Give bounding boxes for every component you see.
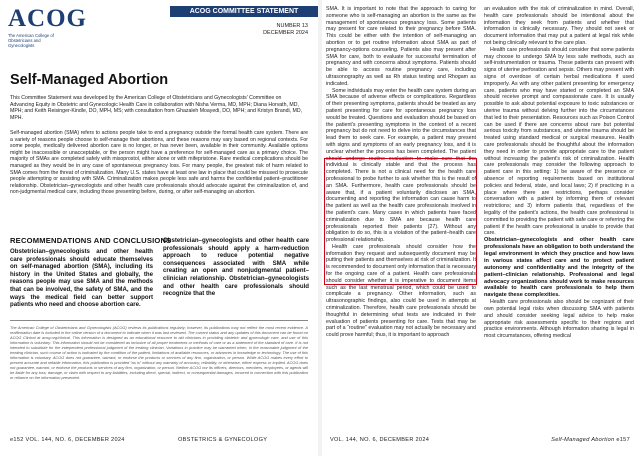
paragraph: an evaluation with the risk of criminalization in mind. Overall, health care professionals should be intentional about the information they seek from patients and whether that information is clinically necessary. They should not seek or document information that may put a patient at legal risk while not being clinically relevant to the care plan. [484, 6, 634, 46]
recommendation-1: Obstetrician–gynecologists and other health care professionals should educate themselves on self-managed abortion (SMA), including its history in the United States and globally, the reasons people may use SMA and the methods that can be involved, the safety of SMA, and the ways the medical field can better support patients who need and choose abortion care. [10, 248, 153, 309]
highlight-box [324, 158, 477, 285]
footer-page-number: e152 [10, 437, 24, 443]
issue-date: DECEMBER 2024 [263, 30, 308, 36]
paragraph: Health care professionals also should be cognizant of their own potential legal risks when discussing SMA with patients and should consider seeking legal advice to help make appropriate risk assessments specific to their regions and practice environments. Although information sharing is legal in most circumstances, offering medical [484, 299, 634, 340]
byline: This Committee Statement was developed by the American College of Obstetricians and Gynecologists' Committee on Advancing Equity in Obstetric and Gynecologic Health Care in collaboration with Nisha Verma, MD, MPH; Diana Horvath, MD, MPH; and Keith Reisinger-Kindle, DO, MPH, MS; with consultation from Ghazaleh Moayedi, DO, MPH; and Kristyn Brandi, MD, MPH. [10, 95, 303, 121]
footer-volume: VOL. 144, NO. 6, DECEMBER 2024 [25, 437, 125, 443]
issue-number: NUMBER 13 [276, 23, 308, 29]
footer-page-number: e157 [616, 437, 630, 443]
recommendations-heading: RECOMMENDATIONS AND CONCLUSIONS [10, 236, 172, 245]
bold-recommendation: Obstetrician–gynecologists and other health care professionals have an obligation to both understand the legal environment in which they practice and how laws in various states affect care and to protect patient autonomy and confidentiality and the integrity of the patient–clinician relationship. Professional and legal advocacy organizations should work to make resources available to health care professionals to help them navigate these complexities. [484, 237, 634, 299]
recommendation-2: Obstetrician–gynecologists and other health care professionals should apply a harm-reduction approach to reduce potential negative consequences associated with SMA while creating an open and nonjudgmental patient–clinician relationship. Obstetrician–gynecologists and other health care professionals should recognize that the [163, 237, 309, 298]
right-page [322, 0, 640, 456]
logo-wordmark: ACOG [8, 5, 87, 32]
committee-statement-banner: ACOG COMMITTEE STATEMENT [170, 6, 318, 17]
left-page [0, 0, 318, 456]
logo-subtitle: The American College of Obstetricians and Gynecologists [8, 33, 54, 48]
footer-right-volume: VOL. 144, NO. 6, DECEMBER 2024 [330, 437, 430, 443]
right-column-b [484, 6, 634, 340]
abstract: Self-managed abortion (SMA) refers to actions people take to end a pregnancy outside the formal health care system. There are a variety of reasons people choose to self-manage their abortions, and these reasons may vary based on regional contexts. For some people, medically delivered abortion care is no longer, or has never been, available in their community. Available options might be inaccessible or unacceptable, or the person might have a preference for self-managed care as a primary choice. The majority of SMAs are completed safely with misoprostol, either alone or with mifepristone. Rare medical complications should be managed as they would be in any case of spontaneous pregnancy loss. For many people, the greatest risk of harm related to SMA comes from the threat of criminalization. Many U.S. states have at least one law in place that could be misused to prosecute people attempting or assisting with SMA. Criminalization makes people less safe and harms the confidential patient–practitioner relationship. Obstetrician–gynecologists and other health care professionals should advocate against the criminalization of, and non-judgmental medical care, including those presenting before, during, or after self-managing an abortion. [10, 130, 308, 196]
footer-journal: OBSTETRICS & GYNECOLOGY [178, 437, 268, 443]
footer-right-title-page [551, 437, 630, 443]
footer-running-title: Self-Managed Abortion [551, 437, 615, 443]
page-title: Self-Managed Abortion [10, 72, 169, 88]
highlighted-paragraph: Some individuals may enter the health care system during an SMA because of adverse effects or complications. Regardless of their presenting symptoms, patients should be treated as any patient presenting for care for spontaneous pregnancy loss would be treated. Questions and evaluation should be based on the patient's presenting symptoms in the context of a recent pregnancy but do not need to delve into the circumstances that lead them to seek care. For example, a patient may present with signs and symptoms of an early pregnancy loss, and it is unclear whether the process has been completed. The patient should undergo routine evaluation to make sure that the individual is clinically stable and that the process has completed. There is not a clinical need for the health care professional to probe further to ask whether this is the result of an SMA. Furthermore, health care professionals should be aware that, if a patient voluntarily discloses an SMA, documenting and reporting the information can cause harm to the patient as well as the health care professionals involved in the patient's care. Many cases in which patients have faced criminalization due to SMA are because health care professionals reported their patients (27). Without any obligation to do so, this is a violation of the patient–health care professional relationship. [326, 87, 476, 244]
paragraph: Health care professionals should consider that some patients may choose to undergo SMA by less safe methods, such as self-instrumentation or trauma. These patients can present with signs of uterine perforation and sepsis. Others may present with signs of overdose of certain herbal medications if used improperly. As with any other patient presenting for emergency care, patients who may have started or completed an SMA should receive prompt and compassionate care. It is usually possible to ask about potential exposure to toxic substances or uterine trauma without delving further into the circumstances that led to their presentation. Resources such as Poison Control can be used if there are concerns about rare but potential serious toxicity from substances, and uterine trauma should be treated using standard medical or surgical measures. Health care professionals should be thoughtful about the information they need in order to provide appropriate care to the patient without increasing the patient's risk of criminalization. Health care professionals may consider the following approach to patient care in this setting: 1) be aware of the presence or absence of reporting requirements based on institutional policies and federal, state, and local laws; 2) if practicing in a place where there are restrictions, perhaps consider conversation with a patient by informing them of relevant restrictions; and 3) inform patients that, regardless of the legality of the patient's actions, the health care professional is committed to providing the patient with safe care or referring the patient if the health care professional is unable to provide that care. [484, 46, 634, 237]
footer-left-page-vol [10, 437, 125, 443]
divider [10, 320, 308, 321]
acog-logo [8, 6, 100, 46]
disclaimer: The American College of Obstetricians and Gynecologists (ACOG) reviews its publications regularly; however, its publications may not reflect the most recent evidence. A reaffirmation date is included in the online version of a document to indicate when it was last reviewed. The current status and any updates of this document can be found on ACOG Clinical at acog.org/clinical. This information is designed as an educational resource to aid clinicians in providing obstetric and gynecologic care, and use of this information is voluntary. This information should not be considered as inclusive of all proper treatments or methods of care or as a statement of the standard of care. It is not intended to substitute for the independent professional judgment of the treating clinician. Variations in practice may be warranted when, in the reasonable judgment of the treating clinician, such course of action is indicated by the condition of the patient, limitations of available resources, or advances in knowledge or technology. The use of this information is voluntary. ACOG does not guarantee, warrant, or endorse the products or services of any firm, organization, or person. While ACOG makes every effort to present accurate and reliable information, this publication is provided “as is” without any warranty of accuracy, reliability, or otherwise, either express or implied. ACOG does not guarantee, warrant, or endorse the products or services of any firm, organization, or person. Neither ACOG nor its officers, directors, members, employees, or agents will be liable for any loss, damage, or claim with respect to any liabilities, including direct, special, indirect, or consequential damages, incurred in connection with this publication or reliance on the information presented. [10, 325, 308, 380]
paragraph: SMA. It is important to note that the approach to caring for someone who is self-managing an abortion is the same as the management of spontaneous pregnancy loss. Some patients may present for care related to their pregnancy before SMA. This could be either with the intention of self-managing an abortion or to get routine information about SMA as part of pregnancy-options counseling. Patients also may present after SMA for care, both to evaluate for successful termination of pregnancy and with concerns about symptoms. Patients should be able to access routine pregnancy care, including ultrasonography as well as Rh status testing and Rhogam as indicated. [326, 6, 476, 87]
paragraph: Health care professionals should consider how the information they request and subsequently document may be putting their patients and themselves at risk of criminalization. It is recommended to document only information that is necessary for the ongoing care of a patient. Health care professionals should consider whether it is imperative to document items such as the last menstrual period, which could be used to complicate a pregnancy. Other information, such as ultrasonographic findings, also could be used in attempts at criminalization. Therefore, health care professionals should be thoughtful in determining what tests are indicated in their evaluation of patients presenting for care. Tests that may be part of a “routine” evaluation may not actually be necessary and could prove harmful; thus, it is important to approach [326, 243, 476, 339]
